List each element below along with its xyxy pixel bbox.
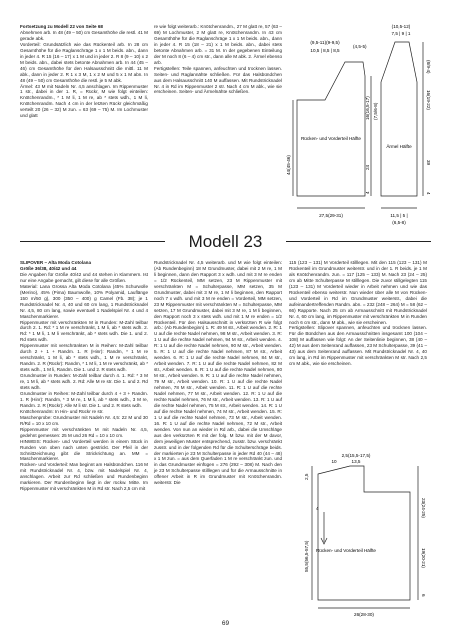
paragraph: Grundmuster in Runden: M-Zahl teilbar durch 4. 1. Rd: * 3 M re, 1 M li, ab * stets wdh. 2. Rd: Alle M re str. Die 1. und 2. Rd stets wdh. bbox=[20, 373, 148, 391]
dim-label: 26(28-30) bbox=[354, 612, 374, 617]
dim-label: (7,5/6-8) bbox=[373, 102, 378, 120]
dim-label: 4 bbox=[365, 191, 370, 194]
dim-label: 19(20-21) bbox=[421, 548, 426, 568]
dim-label: 13,5 bbox=[351, 459, 361, 464]
paragraph: 115 (123 – 131) M Vorderteil stilllegen. Mit den 115 (123 – 131) M Rückenteil im Grundmuster weiterstr. und in der 1. R beids. je 1 M als Knötchenrandm. zun. = 117 (125 – 133) M. Nach 23 (24 – 25) cm ab Mitte Schulterpasse M stilllegen. Die zuvor stillgelegten 115 (123 – 131) M Vorderteil wieder in Arbeit nehmen und wie das Rückenteil ebenso weiterstr. Nun wieder über alle M von Rücken- und Vorderteil in Rd im Grundmuster weiterstr., dabei die aufeinandertreffenden Randm. abn. = 232 (248 – 264) M = 58 (62 – 66) Rapporte. Nach 25 cm ab Armausschnitt mit Rundstricknadel Nr. 4, 60 cm lang, im Rippenmuster mit verschränkten M in Runden noch 6 cm str., dann M abk., wie sie erscheinen. bbox=[289, 260, 427, 325]
body-label: Rücken- und Vorderteil Hälfte bbox=[315, 548, 377, 553]
dim-label: (4,5-5) bbox=[353, 44, 367, 49]
body-outline bbox=[315, 466, 410, 600]
paragraph: Abnehmen arb. In 48 (49 – 50) cm Gesamthöhe die restl. 41 M gerade abk. bbox=[20, 29, 148, 41]
dim-label: 16(16,5-17) bbox=[365, 96, 370, 120]
dim-label: 6 bbox=[421, 594, 426, 597]
dim-label: 27,5(29-31) bbox=[319, 213, 343, 218]
paragraph: Knötchenrandm: In Hin- und Rückr re str. bbox=[20, 408, 104, 414]
dim-label: 10 bbox=[331, 459, 337, 464]
dim-label: (8/9-4) bbox=[426, 60, 431, 74]
continuation-title: Fortsetzung zu Modell 22 von Seite 68 bbox=[20, 24, 103, 29]
dim-label: (9,5-11)(9-9,5) bbox=[310, 40, 340, 45]
dim-label: 44(45-46) bbox=[286, 155, 291, 175]
paragraph: Rippenmuster mit verschränkten M mit Nadeln Nr. 4,5, gedehnt gemessen: 25 M und 26 Rd = 10 x 10 cm. bbox=[20, 426, 148, 438]
paragraph: Die Angaben für Größe 40/42 und 44 stehen in Klammern. Ist nur eine Angabe gemacht, gilt diese für alle Größen. bbox=[20, 271, 148, 283]
dim-label: 10,5 | 8,5 | 8,5 bbox=[310, 48, 340, 53]
model-heading: Modell 23 bbox=[188, 232, 263, 251]
dim-label: 7,5 | 9 | 1 bbox=[391, 31, 411, 36]
paragraph: Vorderteil: Grundsätzlich wie das Rückenteil arb. In 28 cm Gesamthöhe für die Raglanschräge 1 x 1 M beids. abn., dann in jeder 4. R 15 (16 – 17) x 1 M und in jeder 2. R 8 (9 – 10) x 2 M beids. abn., dabei stets betonte Abnahmen arb. In 44 (45 – 46) cm Gesamthöhe für den Halsausschnitt die mittl. 11 M abk., dann in jeder 2. R 1 x 3 M, 1 x 2 M und 5 x 1 M abn. In 48 (49 – 50) cm Gesamthöhe die restl. je 5 M abk. bbox=[20, 41, 148, 83]
paragraph: Rundstricknadel Nr. 4,5 weiterarb. und M wie folgt einteilen: (Ab Rundenbeginn) 18 M Grundmuster, dabei mit 2 M re, 1 M li beginnen, dann den Rapport 3 x wdh. und mit 3 M re enden = 1/2 Rückenteil, MM setzen, 23 M Rippenmuster mit verschränkten M = Schulterpasse, MM setzen, 35 M Grundmuster, dabei mit 3 M re, 1 M li beginnen, den Rapport noch 7 x wdh. und mit 3 M re enden = Vorderteil, MM setzen, 23 M Rippenmuster mit verschränkten M = Schulterpasse, MM setzen, 17 M Grundmuster, dabei mit 3 M re, 1 M li beginnen, den Rapport noch 3 x stets wdh. und mit 1 M re enden = 1/2 Rückenteil. Für den Halsausschnitt in verkürzten R wie folgt arb.: (Ab Rundenbeginn) 1. R: 49 M str., Arbeit wenden. 2. R: 1 U auf die rechte Nadel nehmen, 98 M str., Arbeit wenden. 3. R: 1 U auf die rechte Nadel nehmen, 94 M str., Arbeit wenden. 4. R: 1 U auf die rechte Nadel nehmen, 90 M str., Arbeit wenden. 5. R: 1 U auf die rechte Nadel nehmen, 87 M str., Arbeit wenden. 6. R: 1 U auf die rechte Nadel nehmen, 84 M str., Arbeit wenden. 7. R: 1 U auf die rechte Nadel nehmen, 82 M str., Arbeit wenden. 8. R: 1 U auf die rechte Nadel nehmen, 80 M str., Arbeit wenden. 9. R: 1 U auf die rechte Nadel nehmen, 79 M str., Arbeit wenden. 10. R: 1 U auf die rechte Nadel nehmen, 78 M str., Arbeit wenden. 11. R: 1 U auf die rechte Nadel nehmen, 77 M str., Arbeit wenden. 12. R: 1 U auf die rechte Nadel nehmen, 76 M str., Arbeit wenden. 13. R: 1 U auf die rechte Nadel nehmen, 75 M str., Arbeit wenden. 14. R: 1 U auf die rechte Nadel nehmen, 74 M str., Arbeit wenden. 15. R: 1 U auf die rechte Nadel nehmen, 73 M str., Arbeit wenden. 16. R: 1 U auf die rechte Nadel nehmen, 72 M str., Arbeit wenden. Von nun an wieder in Rd arb., dabei die Umschläge aus den verkürzten R mit der folg. M bzw. mit der M davor, dem jeweiligen Muster entsprechend, zusstr. bzw. verschränkt zusstr. und in der folgenden Rd für die Schulterschräge beids. der markierten je 23 M Schulterpasse in jeder Rd 40 (44 – 48) x 1 M zun. = aus dem Querfaden 1 M re verschränkt zun. und in das Grundmuster einfügen = 276 (292 – 308) M. Nach den je 23 M Schulterpasse stilllegen und für die Armausschnitte in offener Arbeit in R im Grundmuster mit Knötchenrandm. weiterstr. Die bbox=[154, 260, 282, 486]
paragraph: Grundmuster in Reihen: M-Zahl teilbar durch 4 + 3 + Randm. 1. R (Hinr): Randm, * 3 M re, 1 M li, ab * stets wdh., 3 M re, Randm. 2. R (Rückr): Alle M li str. Die 1. und 2. R stets wdh. bbox=[20, 390, 148, 408]
model23-schematic bbox=[290, 452, 430, 617]
dim-label: 16(19-22) bbox=[426, 90, 431, 110]
dim-label: (10,5-12) bbox=[391, 24, 411, 29]
paragraph: Maschenprobe: Grundmuster mit Nadeln Nr. 4,5: 22 M und 30 R/Rd = 10 x 10 cm. bbox=[20, 414, 148, 426]
dim-label: (6,5-8) bbox=[392, 220, 406, 225]
dim-label: 4 bbox=[316, 506, 319, 511]
dim-label: 23(24-25) bbox=[421, 498, 426, 518]
paragraph: Rücken- und Vorderteil: Man beginnt am Halsbündchen. 116 M mit Rundstricknadel Nr. 4, bzw. mit Nadelspiel Nr. 4, anschlagen. Arbeit zur Rd schließen und Rundenbeginn markieren. Der Rundenbeginn liegt in der rückw. Mitte. Im Rippenmuster mit verschränkten M in Rd str. Nach 2,5 cm mit bbox=[20, 462, 148, 492]
sleeve-label: Ärmel Hälfte bbox=[386, 144, 412, 149]
dim-label: 24 bbox=[365, 164, 370, 170]
model23-column-2 bbox=[154, 260, 282, 486]
paragraph: Material: Lana Grossa Alta Moda Cotolana (45% Schurwolle (Merino), 45% (Pima) Baumwolle, 10% Polyamid, Lauflänge 150 m/50 g), 300 (350 – 400) g Camel (Fb. 38); je 1 Rundstricknadel Nr. 4, 40 und 60 cm lang, 1 Rundstricknadel Nr. 4,5, 80 cm lang, sowie eventuell 1 Nadelspiel Nr. 4 und 4 Maschenmarkierer. bbox=[20, 283, 148, 319]
dim-label: 4 bbox=[426, 192, 431, 195]
paragraph: re wie folgt weiterarb.: Knötchenrandm., 27 M glatt re, 57 (63 – 69) M Lochmuster, 2 M glatt re, Knötchenrandm. In 43 cm Gesamthöhe für die Raglanschräge 1 x 1 M beids. abn., dann in jeder 4. R 15 (18 – 21) x 1 M beids. abn., dabei stets betonte Abnahmen arb. = 31 M. In der gegebenen Einteilung der M noch 8 (6 – 4) cm str., dann alle M abk. 2. Ärmel ebenso arb. bbox=[154, 24, 282, 65]
dim-label: 2,5 bbox=[304, 473, 309, 480]
body-outline bbox=[297, 62, 365, 196]
model22-column-1 bbox=[20, 24, 148, 119]
paragraph: Fertigstellen: Slipover spannen, anfeuchten und trocknen lassen. Für die Bündchen aus den Armausschnitten insgesamt 100 (104 – 108) M auffassen wie folgt: An der Seitenlinie beginnen, 38 (40 – 42) M aus dem Seitenrand auffassen, 23 M Schulterpasse, 39 (41 – 43) aus dem Seitenrand auffassen. Mit Rundstricknadel Nr. 4, 40 cm lang, in Rd im Rippenmuster mit verschränkten M str. Nach 2,5 cm M abk., wie sie erscheinen. bbox=[289, 325, 427, 367]
sleeve-outline bbox=[381, 42, 417, 196]
model22-schematic bbox=[285, 20, 435, 235]
model22-column-2 bbox=[154, 24, 282, 95]
page-number: 69 bbox=[221, 620, 230, 627]
dim-label: 39 bbox=[426, 160, 431, 166]
pattern-title: SLIPOVER – Alta Moda Cotolana bbox=[20, 260, 92, 265]
paragraph: Rippenmuster mit verschränkten M in Runden: M-Zahl teilbar durch 2. 1. Rd: * 1 M re verschränkt, 1 M li, ab * stets wdh. 2. Rd: * 1 M li, 1 M li verschränkt, ab * stets wdh. Die 1. und 2. Rd stets wdh. bbox=[20, 319, 148, 343]
model23-column-3 bbox=[289, 260, 427, 367]
paragraph: HINWEIS: Rücken- und Vorderteil werden in einem Stück in Runden von oben nach unten gestrickt. Der Pfeil in der Schnittzeichnung gibt die Strickrichtung an. MM = Maschenmarkierer. bbox=[20, 438, 148, 462]
paragraph: Fertigstellen: Teile spannen, anfeuchten und trocknen lassen. Seiten- und Raglannähte schließen. Für das Halsbündchen aus dem Halsausschnitt 140 M auffassen. Mit Rundstricknadel Nr. 4 in Rd im Rippenmuster 2 str. Nach 4 cm M abk., wie sie erscheinen. Seiten- und Ärmelnähte schließen. bbox=[154, 65, 282, 95]
size-info: Größe 36/38, 40/42 und 44 bbox=[20, 265, 77, 271]
dim-label: 55,5(56,5-57,5) bbox=[304, 540, 309, 572]
dim-label: 2,5(15,5-17,5) bbox=[341, 453, 371, 458]
dim-label: 11,5 | 5 | bbox=[390, 213, 408, 218]
model23-column-1 bbox=[20, 260, 148, 492]
front-label: Rücken- und Vorderteil Hälfte bbox=[300, 136, 362, 141]
paragraph: Rippenmuster mit verschränkten M in Reihen: M-Zahl teilbar durch 2 + 1 + Randm. 1. R (Hinr): Randm, * 1 M re verschränkt, 1 M li, ab * stets wdh., 1 M re verschränkt, Randm. 2. R (Rückr): Randm, * 1 M li, 1 M re verschränkt, ab * stets wdh., 1 M li, Randm. Die 1. und 2. R stets wdh. bbox=[20, 343, 148, 373]
paragraph: Ärmel: 43 M mit Nadeln Nr. 4,5 anschlagen. Im Rippenmuster 1 str., dabei in der 1. R, = Rückr, M wie folgt einteilen: Knötchenrandm., * 1 M li, 1 M re, ab * stets wdh., 1 M li, Knötchenrandm. Nach 4 cm in der letzten Rückr gleichmäßig verteilt 20 (26 – 32) M zun. = 63 (69 – 75) M. Im Lochmuster und glatt bbox=[20, 83, 148, 119]
